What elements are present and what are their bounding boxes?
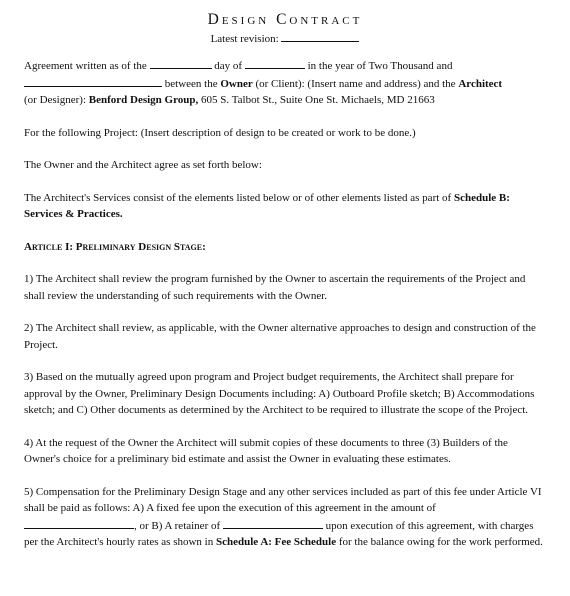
item5-text-c: upon execution of this agreement, with charges per the Architect's hourly rates as shown in <box>24 519 534 548</box>
services-paragraph <box>24 190 546 223</box>
item5-text-d: for the balance owing for the work performed. <box>338 536 543 548</box>
agreement-text-6: (or Designer): <box>24 94 87 106</box>
fixed-fee-blank[interactable] <box>24 517 134 529</box>
item5-text-a: 5) Compensation for the Preliminary Design Stage and any other services included as part of this fee under Article VI shall be paid as follows: A) A fixed fee upon the execution of this agreement in the amount of <box>24 485 542 514</box>
item-4: 4) At the request of the Owner the Architect will submit copies of these documents to three (3) Builders of the Owner's choice for a preliminary bid estimate and assist the Owner in evaluating these estimates. <box>24 436 508 465</box>
agreement-text-1: Agreement written as of the <box>24 60 147 72</box>
agreement-text-3: in the year of Two Thousand and <box>307 60 453 72</box>
item-5 <box>24 484 546 551</box>
revision-blank[interactable] <box>281 30 359 42</box>
project-paragraph: For the following Project: (Insert description of design to be created or work to be done.) <box>24 126 416 139</box>
document-title: Design Contract <box>207 11 363 28</box>
agree-paragraph: The Owner and the Architect agree as set forth below: <box>24 159 262 171</box>
revision-label: Latest revision: <box>210 33 279 45</box>
retainer-blank[interactable] <box>223 517 323 529</box>
date-blank[interactable] <box>150 57 212 69</box>
item-3: 3) Based on the mutually agreed upon program and Project budget requirements, the Architect shall prepare for approval by the Owner, Preliminary Design Documents including: A) Outboard Profile sketch; B) Accommodations sketch; and C) Other documents as determined by the Architect to be required to illustrate the scope of the Project. <box>24 371 535 416</box>
item5-text-b: , or B) A retainer of <box>134 519 221 532</box>
schedule-b-ref: Schedule B: Services & Practices. <box>24 191 510 220</box>
revision-line <box>24 30 546 47</box>
item-1: 1) The Architect shall review the program furnished by the Owner to ascertain the requirements of the Project and shall review the understanding of such requirements with the Owner. <box>24 273 526 302</box>
article-heading: Article I: Preliminary Design Stage: <box>24 240 206 253</box>
agreement-text-4: between the <box>164 77 218 90</box>
agreement-text-2: day of <box>214 60 243 72</box>
firm-address: 605 S. Talbot St., Suite One St. Michaels, MD 21663 <box>201 94 435 106</box>
firm-name: Benford Design Group, <box>88 94 199 106</box>
agreement-paragraph <box>24 57 546 109</box>
day-blank[interactable] <box>245 57 305 69</box>
architect-term: Architect <box>458 77 503 90</box>
agreement-text-5: (or Client): (Insert name and address) and the <box>255 77 456 90</box>
item-2: 2) The Architect shall review, as applicable, with the Owner alternative approaches to design and construction of the Project. <box>24 322 536 351</box>
services-text: The Architect's Services consist of the elements listed below or of other elements listed as part of <box>24 191 452 204</box>
owner-name-blank[interactable] <box>24 75 162 87</box>
owner-term: Owner <box>220 77 253 90</box>
schedule-a-ref: Schedule A: Fee Schedule <box>216 536 337 548</box>
